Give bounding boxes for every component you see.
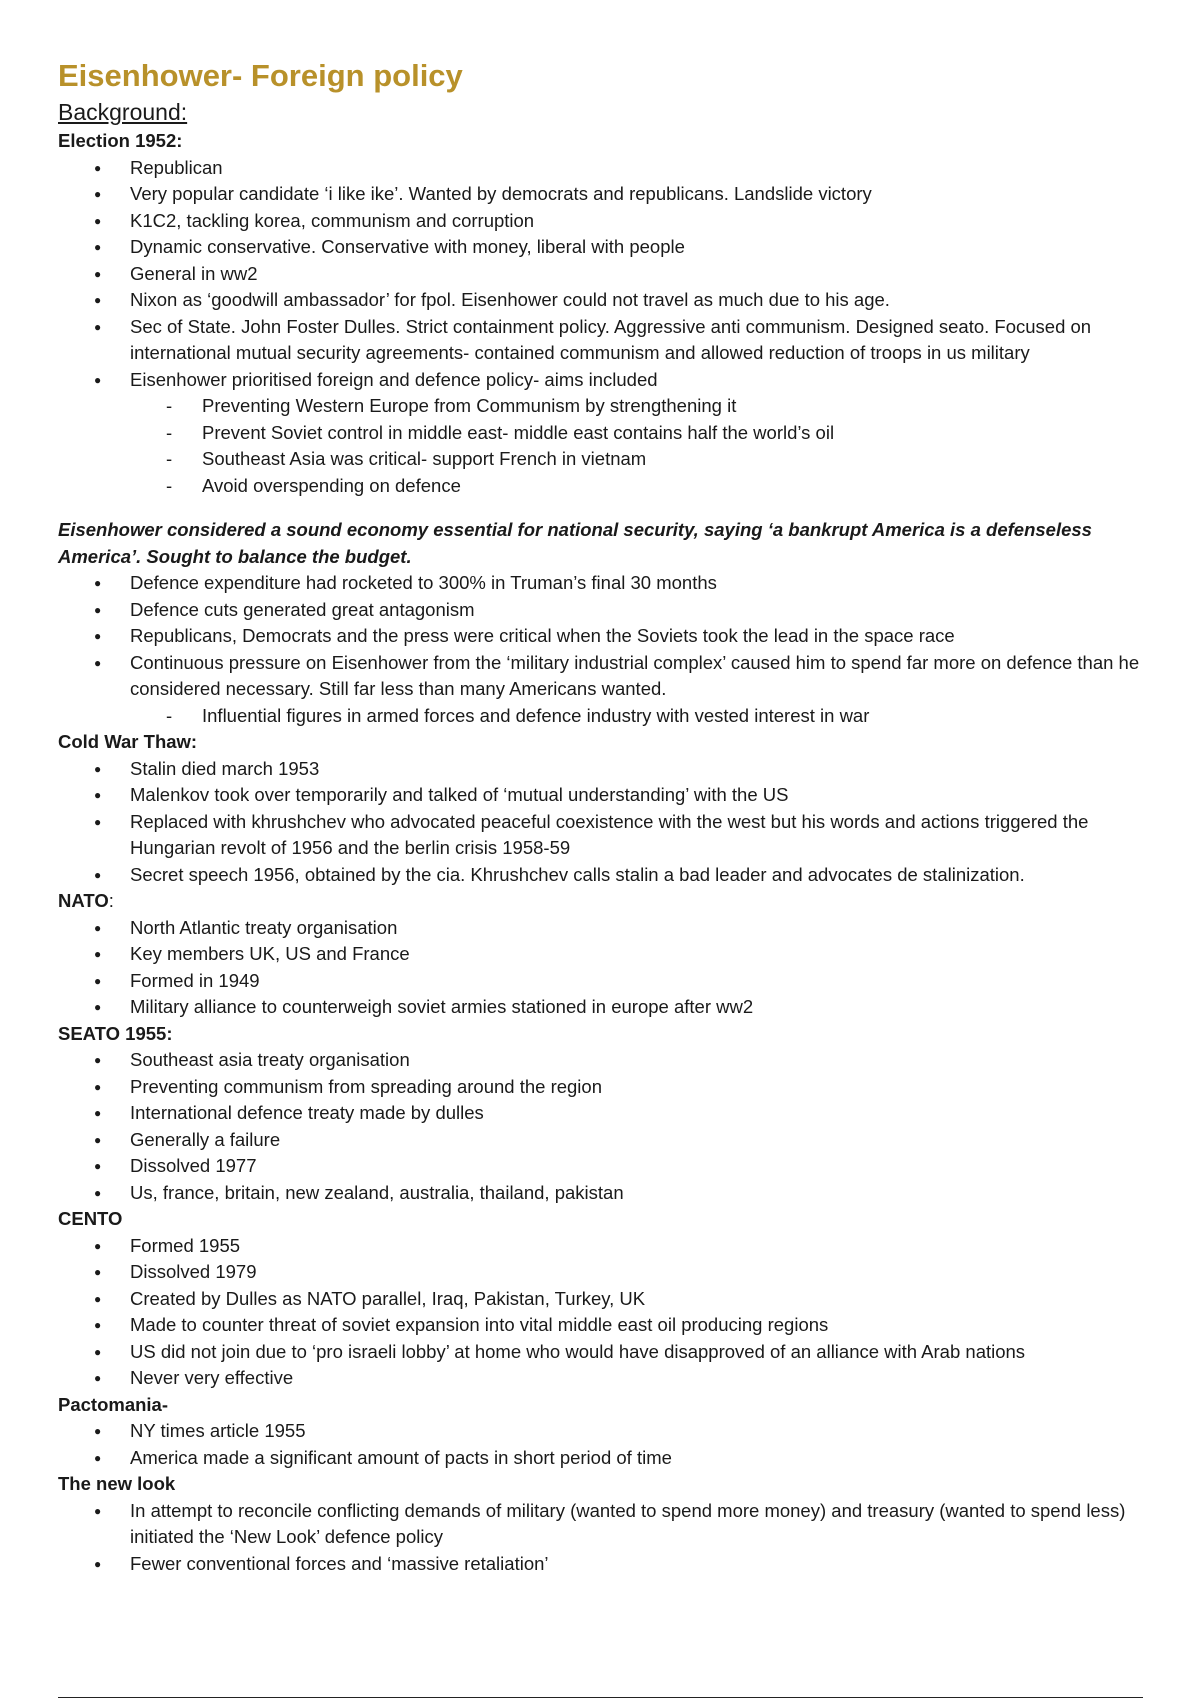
list-item: ● America made a significant amount of pacts in short period of time [58, 1445, 1148, 1472]
list-item: ● K1C2, tackling korea, communism and corruption [58, 208, 1148, 235]
sub-list-item: - Preventing Western Europe from Communism by strengthening it [58, 393, 1148, 420]
document-body [58, 54, 1148, 1577]
list-item: ● Dynamic conservative. Conservative with money, liberal with people [58, 234, 1148, 261]
list-item: ● Never very effective [58, 1365, 1148, 1392]
seato-list [58, 1047, 1148, 1206]
list-item: ● Dissolved 1979 [58, 1259, 1148, 1286]
list-item: ● Defence expenditure had rocketed to 300% in Truman’s final 30 months [58, 570, 1148, 597]
section-heading-nato [58, 888, 1148, 915]
list-item: ● Sec of State. John Foster Dulles. Strict containment policy. Aggressive anti communism. Designed seato. Focused on international mutual security agreements- contained communism and allowed reduction of troops in us military [58, 314, 1148, 367]
list-item: ● Military alliance to counterweigh soviet armies stationed in europe after ww2 [58, 994, 1148, 1021]
list-item: ● US did not join due to ‘pro israeli lobby’ at home who would have disapproved of an alliance with Arab nations [58, 1339, 1148, 1366]
nato-heading-text: NATO [58, 890, 109, 911]
list-item: ● Republicans, Democrats and the press were critical when the Soviets took the lead in the space race [58, 623, 1148, 650]
list-item: ● General in ww2 [58, 261, 1148, 288]
nato-list [58, 915, 1148, 1021]
new-look-list [58, 1498, 1148, 1578]
sub-list-item: - Prevent Soviet control in middle east- middle east contains half the world’s oil [58, 420, 1148, 447]
list-item: ● International defence treaty made by dulles [58, 1100, 1148, 1127]
economy-list [58, 570, 1148, 703]
sub-list-item: - Southeast Asia was critical- support French in vietnam [58, 446, 1148, 473]
list-item: ● Continuous pressure on Eisenhower from the ‘military industrial complex’ caused him to spend far more on defence than he considered necessary. Still far less than many Americans wanted. [58, 650, 1148, 703]
thaw-list [58, 756, 1148, 889]
election-list [58, 155, 1148, 394]
sub-list-item: - Influential figures in armed forces and defence industry with vested interest in war [58, 703, 1148, 730]
cento-list [58, 1233, 1148, 1392]
list-item: ● Very popular candidate ‘i like ike’. Wanted by democrats and republicans. Landslide victory [58, 181, 1148, 208]
list-item: ● Replaced with khrushchev who advocated peaceful coexistence with the west but his words and actions triggered the Hungarian revolt of 1956 and the berlin crisis 1958-59 [58, 809, 1148, 862]
list-item: ● Nixon as ‘goodwill ambassador’ for fpol. Eisenhower could not travel as much due to his age. [58, 287, 1148, 314]
nato-heading-colon: : [108, 890, 114, 911]
sub-list-item: - Avoid overspending on defence [58, 473, 1148, 500]
list-item: ● Dissolved 1977 [58, 1153, 1148, 1180]
list-item: ● Defence cuts generated great antagonism [58, 597, 1148, 624]
list-item: ● Republican [58, 155, 1148, 182]
list-item: ● Created by Dulles as NATO parallel, Iraq, Pakistan, Turkey, UK [58, 1286, 1148, 1313]
section-heading-thaw: Cold War Thaw: [58, 731, 198, 752]
list-item: ● NY times article 1955 [58, 1418, 1148, 1445]
list-item: ● Eisenhower prioritised foreign and defence policy- aims included [58, 367, 1148, 394]
list-item: ● Formed 1955 [58, 1233, 1148, 1260]
section-heading-new-look: The new look [58, 1473, 176, 1494]
list-item: ● Southeast asia treaty organisation [58, 1047, 1148, 1074]
list-item: ● Us, france, britain, new zealand, australia, thailand, pakistan [58, 1180, 1148, 1207]
section-heading-pactomania: Pactomania- [58, 1393, 169, 1415]
aims-list [58, 393, 1148, 499]
list-item: ● Key members UK, US and France [58, 941, 1148, 968]
list-item: ● In attempt to reconcile conflicting demands of military (wanted to spend more money) and treasury (wanted to spend less) initiated the ‘New Look’ defence policy [58, 1498, 1148, 1551]
list-item: ● Made to counter threat of soviet expansion into vital middle east oil producing regions [58, 1312, 1148, 1339]
economy-statement: Eisenhower considered a sound economy essential for national security, saying ‘a bankrupt America is a defenseless America’. Sought to balance the budget. [58, 519, 1092, 567]
list-item: ● North Atlantic treaty organisation [58, 915, 1148, 942]
list-item: ● Formed in 1949 [58, 968, 1148, 995]
page-title: Eisenhower- Foreign policy [58, 58, 463, 93]
list-item: ● Stalin died march 1953 [58, 756, 1148, 783]
economy-sub-list [58, 703, 1148, 730]
list-item: ● Preventing communism from spreading around the region [58, 1074, 1148, 1101]
list-item: ● Malenkov took over temporarily and talked of ‘mutual understanding’ with the US [58, 782, 1148, 809]
section-heading-seato: SEATO 1955: [58, 1022, 173, 1044]
list-item: ● Fewer conventional forces and ‘massive retaliation’ [58, 1551, 1148, 1578]
bottom-divider [58, 1697, 1143, 1698]
pactomania-list [58, 1418, 1148, 1471]
list-item: ● Generally a failure [58, 1127, 1148, 1154]
spacer [58, 499, 1148, 517]
background-label: Background: [58, 99, 188, 125]
section-heading-cento: CENTO [58, 1208, 123, 1229]
section-heading-election: Election 1952: [58, 130, 183, 151]
list-item: ● Secret speech 1956, obtained by the cia. Khrushchev calls stalin a bad leader and advocates de stalinization. [58, 862, 1148, 889]
